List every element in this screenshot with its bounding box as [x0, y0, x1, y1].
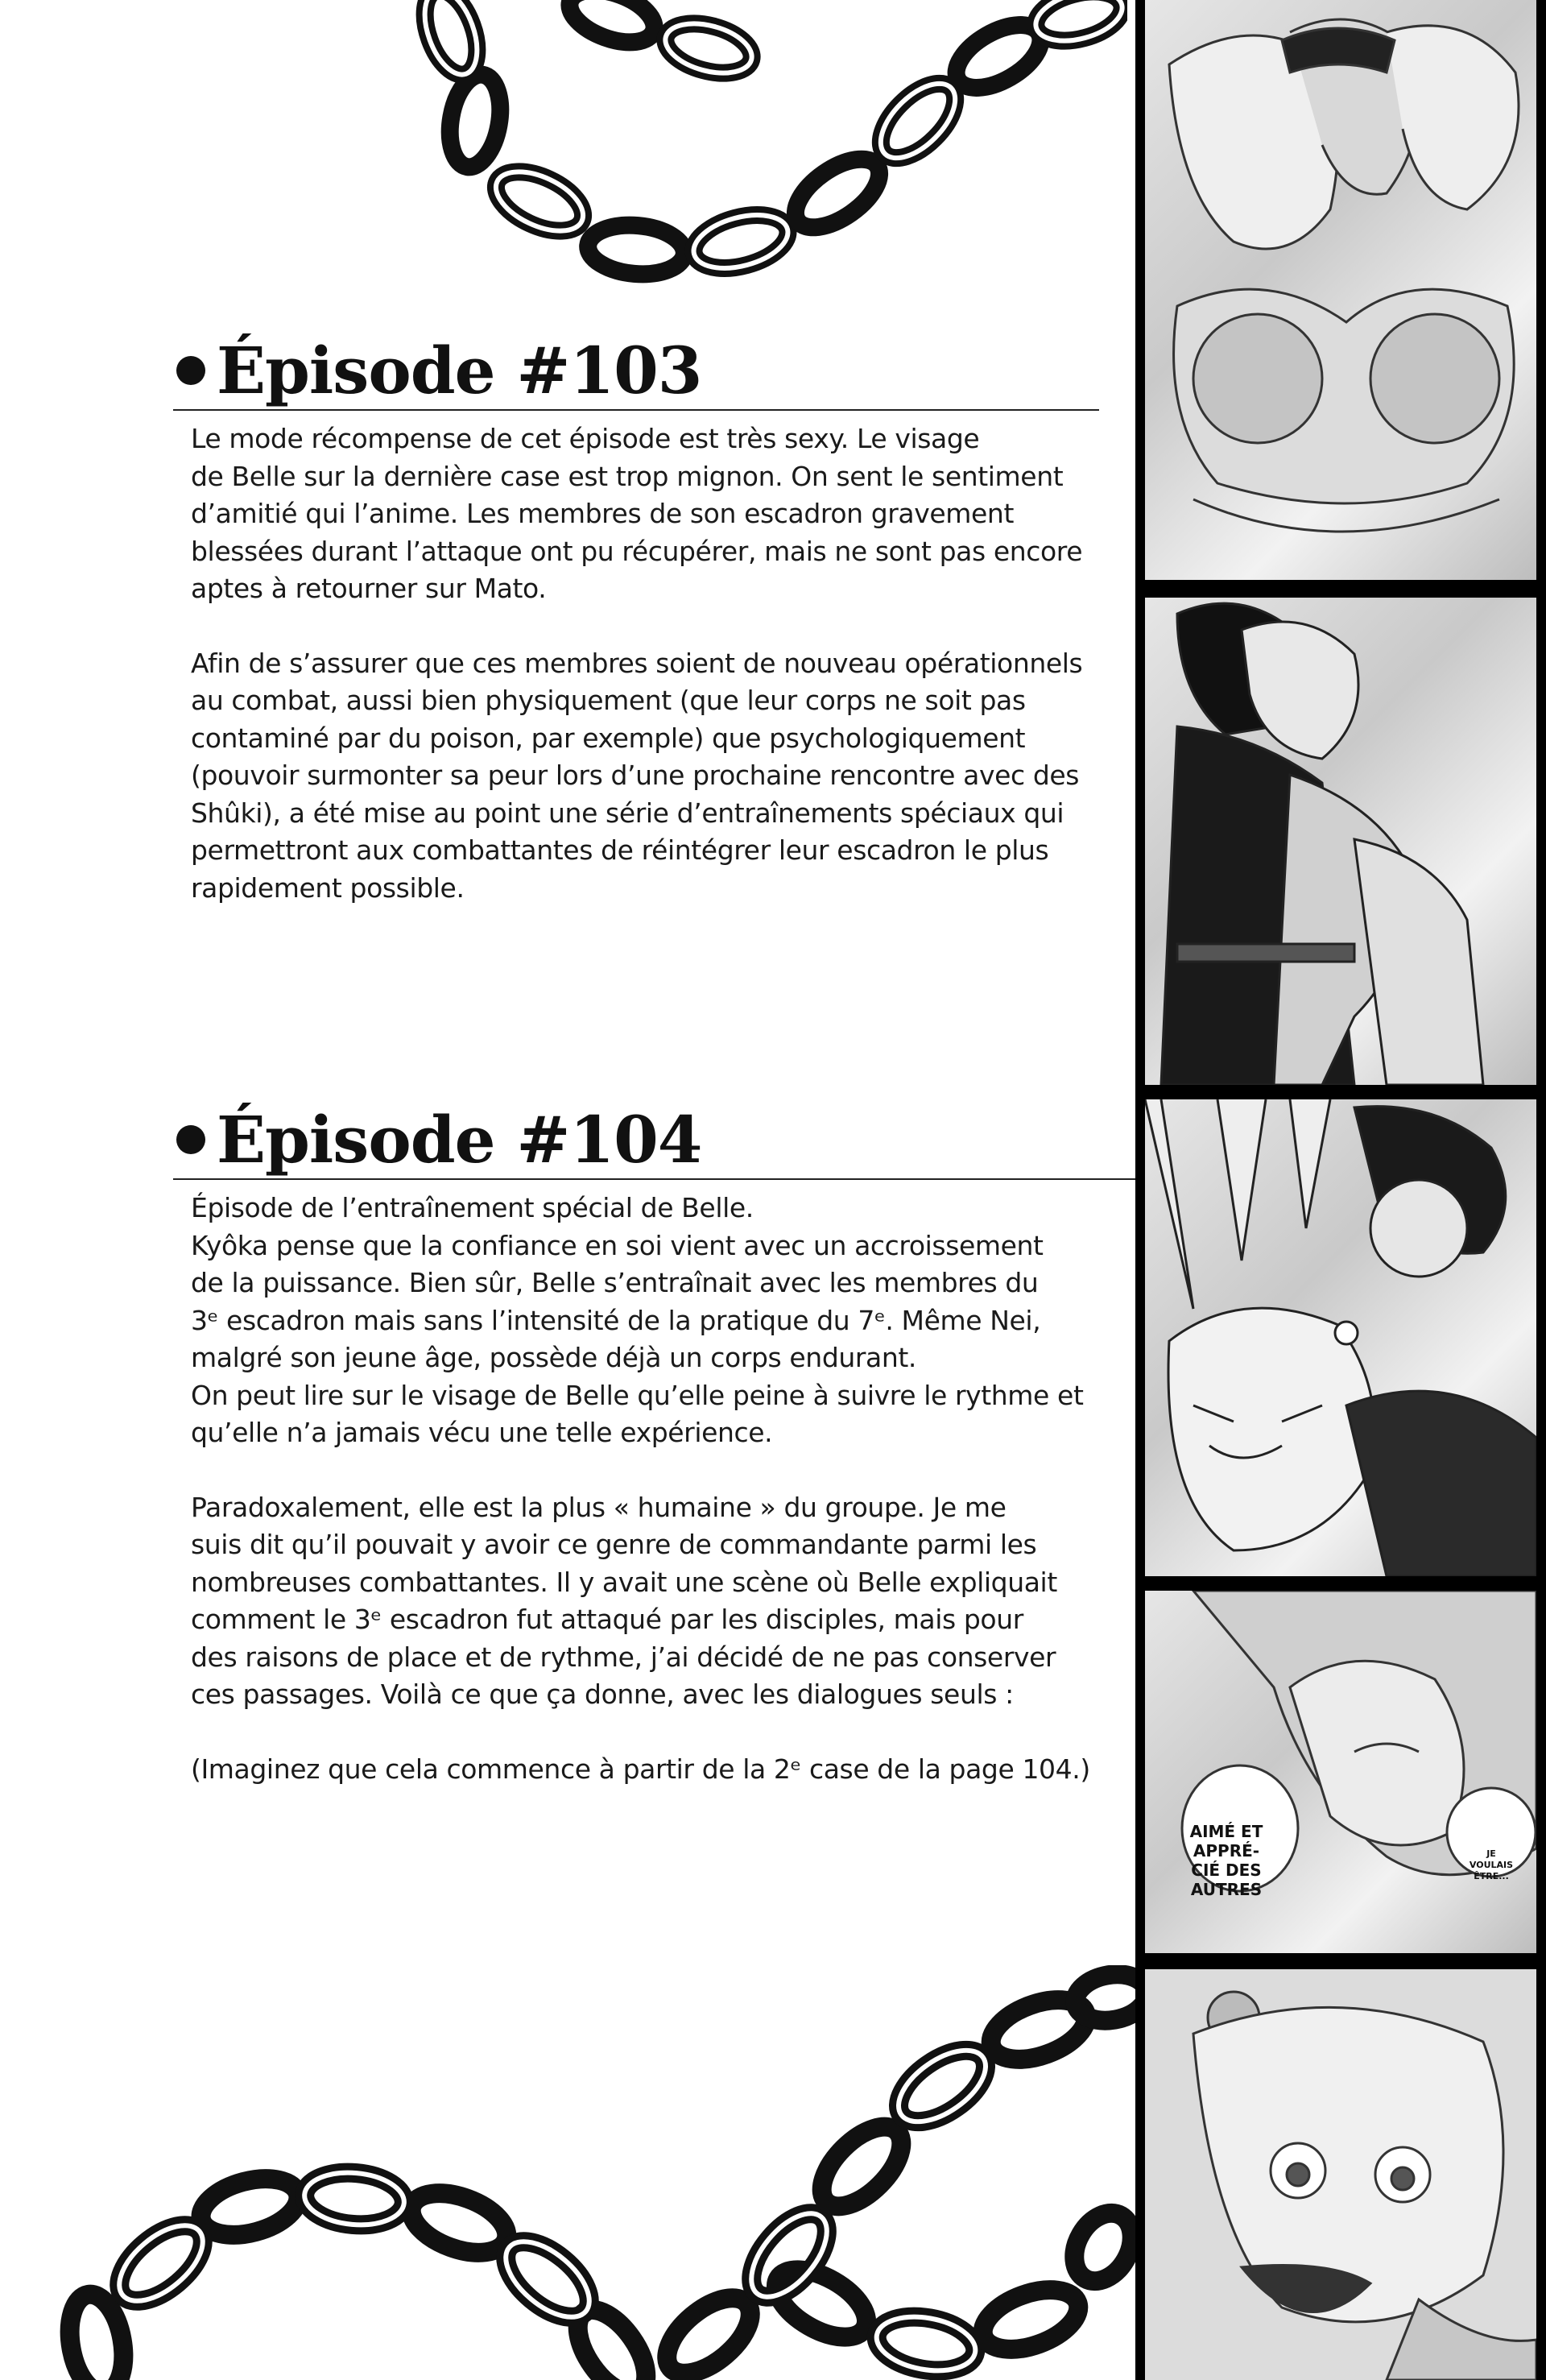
episode-104-paragraph-1 [191, 1190, 1101, 1452]
episode-104-header [173, 1087, 1099, 1178]
text-line: Épisode de l’entraînement spécial de Belle. [191, 1192, 754, 1223]
chain-illustration-top [403, 0, 1127, 306]
episode-104-divider [173, 1178, 1147, 1180]
panel-artwork [1145, 0, 1536, 580]
text-line: malgré son jeune âge, possède déjà un corps endurant. [191, 1342, 917, 1373]
text-line: de Belle sur la dernière case est trop mignon. On sent le sentiment [191, 460, 1064, 492]
text-line: nombreuses combattantes. Il y avait une scène où Belle expliquait [191, 1566, 1057, 1598]
text-line: blessées durant l’attaque ont pu récupérer, mais ne sont pas encore [191, 535, 1083, 567]
speech-bubble-main-text [1182, 1822, 1271, 1899]
text-line: suis dit qu’il pouvait y avoir ce genre de commandante parmi les [191, 1529, 1037, 1560]
text-line: de la puissance. Bien sûr, Belle s’entraînait avec les membres du [191, 1267, 1039, 1298]
text-line: (pouvoir surmonter sa peur lors d’une prochaine rencontre avec des [191, 760, 1080, 791]
manga-panel-5 [1145, 1969, 1536, 2380]
bubble-line: AIMÉ ET [1189, 1822, 1263, 1841]
panel-artwork [1145, 1099, 1536, 1576]
text-line: ces passages. Voilà ce que ça donne, avec les dialogues seuls : [191, 1678, 1014, 1710]
episode-103-divider [173, 409, 1099, 411]
bubble-line: JE [1486, 1848, 1496, 1859]
text-line: contaminé par du poison, par exemple) que psychologiquement [191, 722, 1026, 754]
text-line: Shûki), a été mise au point une série d’entraînements spéciaux qui [191, 797, 1064, 829]
bubble-line: AUTRES [1190, 1880, 1263, 1899]
episode-103-paragraph-2 [191, 645, 1101, 908]
panel-artwork [1145, 1969, 1536, 2380]
text-line: des raisons de place et de rythme, j’ai décidé de ne pas conserver [191, 1641, 1056, 1673]
text-line: 3ᵉ escadron mais sans l’intensité de la pratique du 7ᵉ. Même Nei, [191, 1304, 1041, 1336]
text-line: Afin de s’assurer que ces membres soient de nouveau opérationnels [191, 647, 1083, 679]
episode-104-paragraph-2 [191, 1489, 1101, 1714]
episode-103-body [173, 420, 1101, 907]
text-line: Paradoxalement, elle est la plus « humaine » du groupe. Je me [191, 1491, 1007, 1523]
text-line: d’amitié qui l’anime. Les membres de son escadron gravement [191, 498, 1014, 529]
bubble-line: CIÉ DES [1191, 1861, 1262, 1880]
manga-panel-1 [1145, 0, 1536, 580]
episode-104-body [173, 1190, 1101, 1788]
text-line: rapidement possible. [191, 871, 465, 904]
manga-panel-3 [1145, 1099, 1536, 1576]
text-line: On peut lire sur le visage de Belle qu’elle peine à suivre le rythme et [191, 1379, 1084, 1411]
bubble-line: APPRÉ- [1193, 1841, 1260, 1861]
episode-103-header [173, 318, 1099, 408]
episode-104-title: Épisode #104 [217, 1102, 702, 1178]
panel-artwork [1145, 598, 1536, 1085]
bullet-icon [176, 356, 205, 385]
text-line: comment le 3ᵉ escadron fut attaqué par les disciples, mais pour [191, 1604, 1023, 1635]
text-line: au combat, aussi bien physiquement (que leur corps ne soit pas [191, 685, 1026, 716]
episode-103-title: Épisode #103 [217, 333, 702, 408]
text-line: Le mode récompense de cet épisode est très sexy. Le visage [191, 423, 980, 454]
bubble-line: ÊTRE... [1474, 1871, 1509, 1881]
bubble-line: VOULAIS [1469, 1860, 1514, 1870]
manga-panel-2 [1145, 598, 1536, 1085]
episode-104-section [173, 1087, 1099, 1825]
text-line: permettront aux combattantes de réintégrer leur escadron le plus [191, 834, 1049, 866]
speech-bubble-small-text [1447, 1848, 1536, 1882]
text-line: Kyôka pense que la confiance en soi vient avec un accroissement [191, 1229, 1044, 1261]
chain-illustration-bottom [48, 1965, 1143, 2380]
text-line: (Imaginez que cela commence à partir de la 2ᵉ case de la page 104.) [191, 1753, 1090, 1785]
text-line: qu’elle n’a jamais vécu une telle expérience. [191, 1417, 773, 1448]
bullet-icon [176, 1125, 205, 1154]
text-line: aptes à retourner sur Mato. [191, 573, 547, 604]
episode-103-section [173, 318, 1099, 944]
episode-104-paragraph-3 [191, 1751, 1101, 1789]
manga-panel-strip [1135, 0, 1546, 2380]
episode-103-paragraph-1 [191, 420, 1101, 608]
